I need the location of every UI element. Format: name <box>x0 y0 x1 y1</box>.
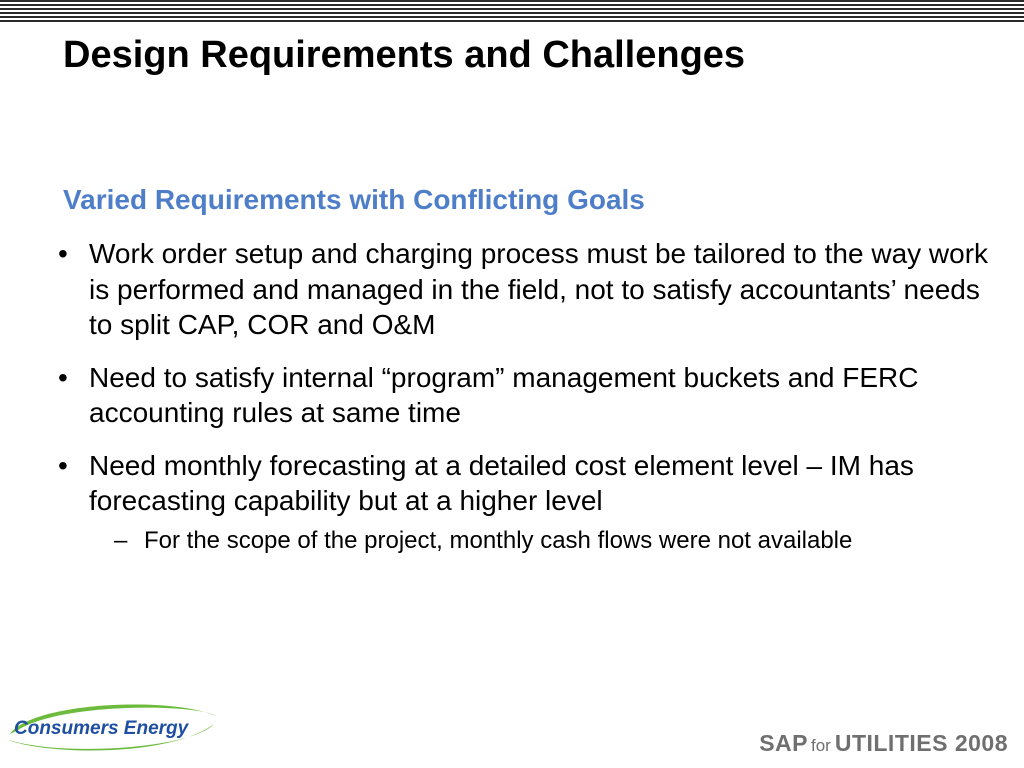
bullet-marker: • <box>58 361 68 393</box>
bullet-item <box>58 360 1008 431</box>
for-logo-part: for <box>810 736 831 755</box>
slide-title: Design Requirements and Challenges <box>63 34 746 76</box>
bullet-text: Work order setup and charging process must be tailored to the way work is performed and managed in the field, not to satisfy accountants’ needs to split CAP, COR and O&M <box>89 238 989 340</box>
consumers-energy-logo <box>2 698 220 756</box>
bullet-text: Need to satisfy internal “program” management buckets and FERC accounting rules at same time <box>89 361 919 428</box>
top-rule-decoration <box>0 0 1024 22</box>
sap-for-utilities-logo <box>759 730 1008 760</box>
sub-bullet-item <box>114 525 1008 557</box>
utilities-logo-part: UTILITIES 2008 <box>834 730 1008 756</box>
sub-bullet-list <box>89 525 1008 557</box>
bullet-item <box>58 448 1008 557</box>
bullet-marker: • <box>58 449 68 481</box>
bullet-text: Need monthly forecasting at a detailed cost element level – IM has forecasting capability but at a higher level <box>89 449 914 516</box>
sub-bullet-marker: – <box>114 526 128 554</box>
sap-logo-part: SAP <box>759 730 808 756</box>
bullet-marker: • <box>58 238 68 269</box>
bullet-item <box>58 236 1008 343</box>
slide-subtitle: Varied Requirements with Conflicting Goals <box>63 184 645 215</box>
consumers-energy-logo-text: Consumers Energy <box>14 718 189 739</box>
sub-bullet-text: For the scope of the project, monthly cash flows were not available <box>144 526 853 554</box>
bullet-list <box>58 236 1008 574</box>
